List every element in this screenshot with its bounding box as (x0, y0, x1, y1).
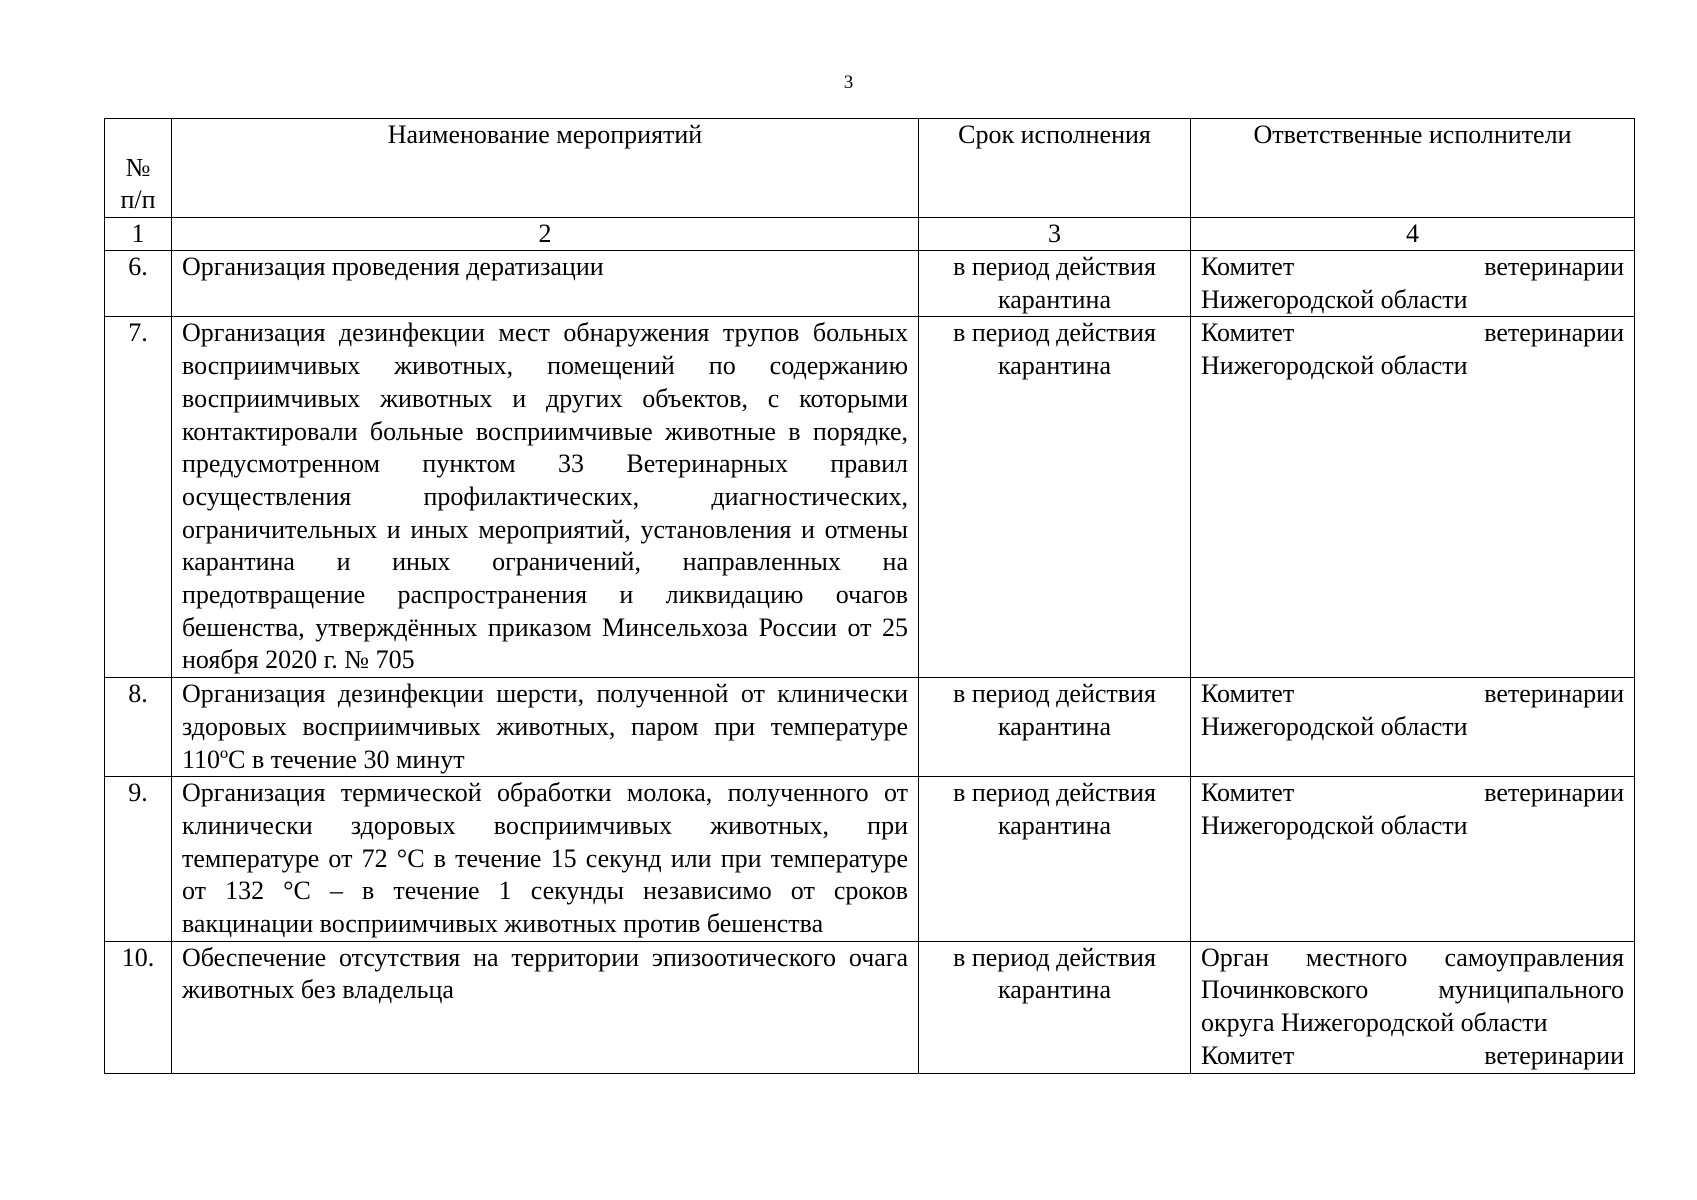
column-index: 1 (105, 218, 172, 251)
header-term: Срок исполнения (919, 119, 1191, 218)
responsible (1191, 941, 1635, 1073)
responsible-line: Комитет ветеринарии (1201, 679, 1624, 709)
table-row (105, 941, 1635, 1073)
row-number: 6. (105, 251, 172, 317)
responsible (1191, 678, 1635, 777)
term-line: в период действия (953, 778, 1156, 808)
table-row (105, 317, 1635, 678)
term-line: карантина (998, 975, 1111, 1005)
responsible-line: Нижегородской области (1201, 351, 1468, 381)
table-row (105, 777, 1635, 942)
row-number: 7. (105, 317, 172, 678)
column-index: 4 (1191, 218, 1635, 251)
row-number: 10. (105, 941, 172, 1073)
responsible-line: Комитет ветеринарии (1201, 318, 1624, 348)
term-line: в период действия (953, 679, 1156, 709)
term (919, 678, 1191, 777)
table-row (105, 251, 1635, 317)
term-line: в период действия (953, 942, 1156, 972)
measure-name: Организация дезинфекции шерсти, полученной от клинически здоровых восприимчивых животных, паром при температуре 110ºС в течение 30 минут (172, 678, 919, 777)
column-index-row (105, 218, 1635, 251)
responsible-line: Нижегородской области (1201, 284, 1468, 314)
term-line: карантина (998, 711, 1111, 741)
term-line: в период действия (953, 318, 1156, 348)
responsible (1191, 251, 1635, 317)
responsible-line: округа Нижегородской области (1201, 1008, 1548, 1038)
responsible-line: Комитет ветеринарии (1201, 778, 1624, 808)
measure-name: Организация проведения дератизации (172, 251, 919, 317)
responsible-line: Комитет ветеринарии (1201, 252, 1624, 281)
responsible-line: Починковского муниципального (1201, 975, 1624, 1005)
term (919, 251, 1191, 317)
row-number: 9. (105, 777, 172, 942)
header-number-line-1: № (125, 152, 151, 182)
term-line: в период действия (953, 252, 1156, 281)
responsible-line: Нижегородской области (1201, 810, 1468, 840)
term-line: карантина (998, 810, 1111, 840)
term-line: карантина (998, 351, 1111, 381)
measure-name: Организация термической обработки молока, полученного от клинически здоровых восприимчивых животных, при температуре от 72 °С в течение 15 секунд или при температуре от 132 °С – в течение 1 секунды независимо от сроков вакцинации восприимчивых животных против бешенства (172, 777, 919, 942)
page-number: 3 (843, 72, 854, 93)
term-line: карантина (998, 284, 1111, 314)
responsible (1191, 317, 1635, 678)
column-index: 2 (172, 218, 919, 251)
row-number: 8. (105, 678, 172, 777)
measures-table (104, 118, 1635, 1074)
table-header-row (105, 119, 1635, 218)
responsible (1191, 777, 1635, 942)
header-number (105, 119, 172, 218)
header-measure-name: Наименование мероприятий (172, 119, 919, 218)
responsible-line: Орган местного самоуправления (1201, 942, 1624, 972)
term (919, 777, 1191, 942)
header-responsible: Ответственные исполнители (1191, 119, 1635, 218)
table-row (105, 678, 1635, 777)
measure-name: Обеспечение отсутствия на территории эпизоотического очага животных без владельца (172, 941, 919, 1073)
responsible-line: Комитет ветеринарии (1201, 1040, 1624, 1070)
term (919, 941, 1191, 1073)
header-number-line-2: п/п (120, 185, 156, 215)
column-index: 3 (919, 218, 1191, 251)
measure-name: Организация дезинфекции мест обнаружения трупов больных восприимчивых животных, помещений по содержанию восприимчивых животных и других объектов, с которыми контактировали больные восприимчивые животные в порядке, предусмотренном пунктом 33 Ветеринарных правил осуществления профилактических, диагностических, ограничительных и иных мероприятий, установления и отмены карантина и иных ограничений, направленных на предотвращение распространения и ликвидацию очагов бешенства, утверждённых приказом Минсельхоза России от 25 ноября 2020 г. № 705 (172, 317, 919, 678)
term (919, 317, 1191, 678)
responsible-line: Нижегородской области (1201, 711, 1468, 741)
